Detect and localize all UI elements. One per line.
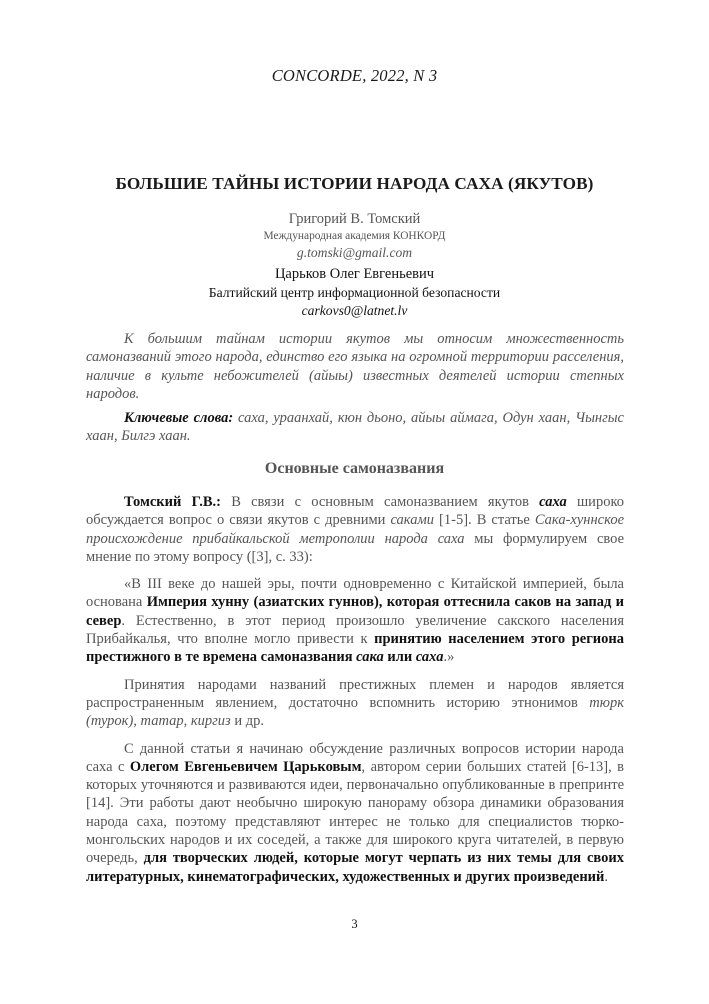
keywords: [86, 409, 624, 446]
author-affiliation: Международная академия КОНКОРД: [263, 230, 446, 242]
abstract-text: К большим тайнам истории якутов мы относим множественность самоназваний этого народа, единство его языка на огромной территории расселения, наличие в культе небожителей (айыы) известных деятелей истории степных народов.: [86, 331, 624, 402]
text-run: и др.: [230, 713, 264, 730]
keywords-label: Ключевые слова:: [124, 410, 234, 426]
body-text: [86, 493, 624, 886]
ethnonym: киргиз: [190, 713, 231, 730]
term-saka: сака: [356, 649, 384, 666]
text-run: В связи с основным самоназванием якутов: [220, 494, 540, 510]
text-run: , автором серии больших статей [6-13], в которых уточняются и развиваются идеи, первоначально опубликованные в препринте [14]. Эти работы дают необычно широкую панораму обзора динамики образования народа саха, поэтому представляют интерес не только для специалистов тюрко-монгольских народов и их соседей, а также для широкого круга читателей, в первую очередь,: [86, 758, 625, 867]
page-number: 3: [351, 917, 358, 931]
speaker-label: Томский Г.В.:: [124, 494, 221, 510]
author-name: Григорий В. Томский: [288, 211, 421, 227]
text-run: «В III веке до нашей эры, почти одновременно с Китайской империей, была основана: [86, 576, 624, 611]
emphasis: принятию населением этого региона престижного в те времена самоназвания: [86, 631, 624, 666]
author-block-2: [60, 265, 649, 320]
text-run: . Естественно, в этот период произошло увеличение сакского населения Прибайкалья, что вполне могло привести к: [86, 612, 624, 648]
author-affiliation: Балтийский центр информационной безопасности: [208, 285, 501, 300]
author-email: g.tomski@gmail.com: [296, 245, 413, 260]
term-saha: саха: [415, 649, 444, 666]
paragraph-2-quote: [86, 575, 624, 666]
text-run: мы формулируем свое мнение по этому вопросу ([3], с. 33):: [86, 530, 624, 565]
term-saha: саха: [539, 494, 567, 510]
text-run: С данной статьи я начинаю обсуждение различных вопросов истории народа саха с: [86, 740, 624, 775]
keywords-text: саха, ураанхай, кюн дьоно, айыы аймага, Одун хаан, Чынгыс хаан, Билгэ хаан.: [86, 410, 624, 445]
emphasis: или: [383, 649, 416, 666]
abstract: [86, 330, 624, 403]
ethnonym: тюрк (турок): [86, 694, 624, 730]
text-run: ,: [133, 713, 141, 730]
article-title: БОЛЬШИЕ ТАЙНЫ ИСТОРИИ НАРОДА САХА (ЯКУТОВ): [115, 174, 594, 193]
emphasis: для творческих людей, которые могут черпать из них темы для своих литературных, кинематографических, художественных и других произведений: [86, 850, 624, 885]
text-run: .»: [443, 649, 455, 666]
article-reference-title: Сака-хуннское происхождение прибайкальской метрополии народа саха: [86, 512, 625, 547]
text-run: Принятия народами названий престижных племен и народов является распространенным явлением, достаточно вспомнить историю этнонимов: [86, 676, 624, 711]
journal-header: CONCORDE, 2022, N 3: [271, 66, 438, 85]
keywords-paragraph: [86, 409, 624, 446]
text-run: широко обсуждается вопрос о связи якутов с древними: [86, 494, 624, 529]
author-block-1: [60, 210, 649, 262]
term-saki: саками: [390, 512, 434, 529]
paragraph-1: [86, 493, 624, 566]
paragraph-3: [86, 676, 624, 731]
text-run: [1-5]. В статье: [434, 512, 535, 529]
text-run: .: [604, 868, 609, 885]
emphasis: Империя хунну (азиатских гуннов), которая оттеснила саков на запад и север: [86, 594, 625, 629]
ethnonym: татар: [140, 713, 184, 730]
text-run: ,: [183, 713, 191, 730]
emphasis: Олегом Евгеньевичем Царьковым: [129, 758, 362, 775]
section-heading: Основные самоназвания: [264, 460, 445, 477]
author-email: carkovs0@latnet.lv: [301, 303, 408, 318]
author-name: Царьков Олег Евгеньевич: [274, 266, 435, 282]
paragraph-4: [86, 740, 624, 886]
